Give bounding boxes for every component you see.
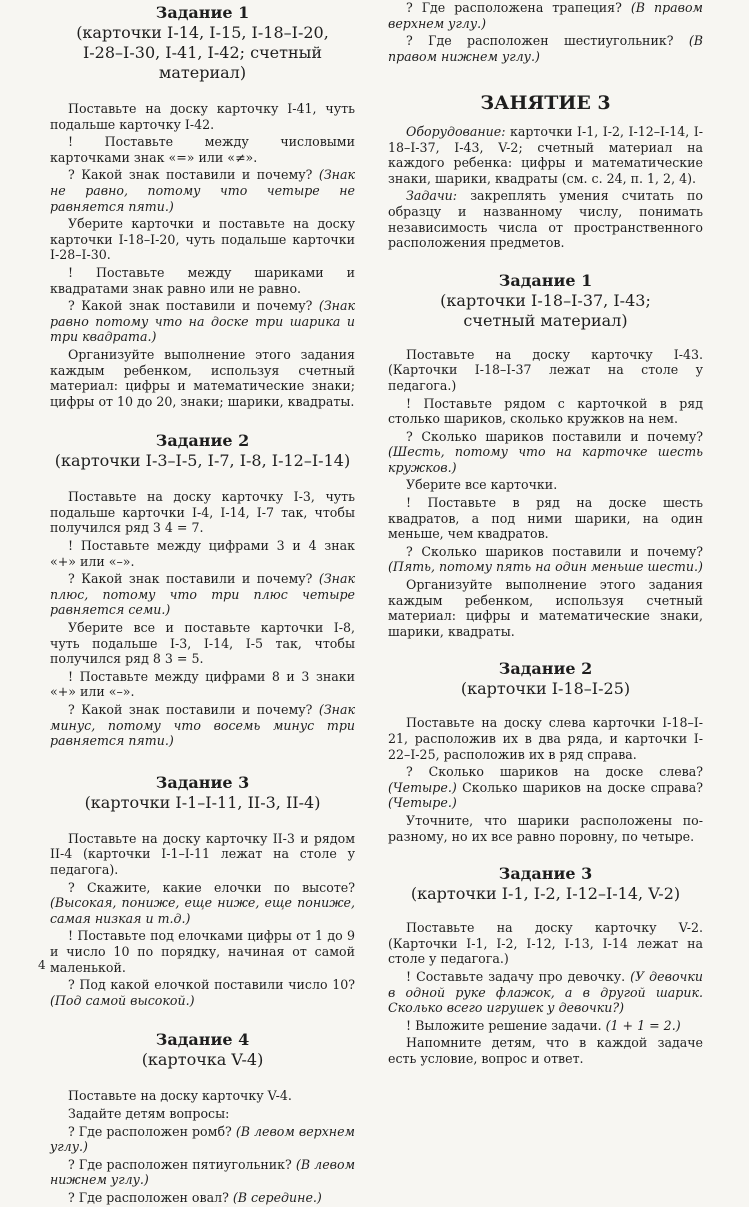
paragraph — [388, 764, 703, 811]
task1-subtitle-line1: (карточки I-14, I-15, I-18–I-20, — [76, 23, 329, 42]
paragraph — [50, 298, 355, 345]
paragraph: Уберите все карточки. — [406, 477, 558, 493]
question-text: ? Сколько шариков поставили и почему? — [406, 428, 703, 444]
task2-heading: Задание 2 — [498, 659, 593, 679]
question-text: ? Какой знак поставили и почему? — [68, 167, 319, 183]
answer-text: (В левом верхнем углу.) — [50, 1123, 356, 1155]
task1-subtitle-line2: счетный материал) — [463, 310, 628, 330]
paragraph: Поставьте на доску слева карточки I-18–I-21, расположив их в два ряда, и карточки I-22–I-25, расположив их в ряд справа. — [388, 715, 703, 762]
answer-text: (Четыре.) — [388, 779, 457, 795]
paragraph: ! Поставьте под елочками цифры от 1 до 9 и число 10 по порядку, начиная от самой маленькой. — [50, 928, 355, 975]
task2-subtitle: (карточки I-3–I-5, I-7, I-8, I-12–I-14) — [54, 451, 351, 471]
lesson-heading: ЗАНЯТИЕ 3 — [480, 92, 611, 115]
question-text: ? Где расположен ромб? — [68, 1123, 236, 1139]
paragraph: Поставьте на доску карточку I-43. (Карточки I-18–I-37 лежат на столе у педагога.) — [388, 346, 703, 393]
question-text: ? Где расположен пятиугольник? — [68, 1156, 296, 1172]
answer-text: (Высокая, пониже, еще ниже, еще пониже, самая низкая и т.д.) — [50, 895, 355, 926]
answer-text: (Под самой высокой.) — [50, 992, 195, 1008]
paragraph: Напомните детям, что в каждой задаче есть условие, вопрос и ответ. — [388, 1035, 703, 1066]
task1-subtitle-line2: I-28–I-30, I-41, I-42; счетный материал) — [82, 43, 323, 82]
tasks-text: закреплять умения считать по образцу и названному числу, понимать независимость числа от пространственного расположения предметов. — [388, 188, 703, 251]
paragraph: Организуйте выполнение этого задания каждым ребенком, используя счетный материал: цифры и математические знаки, шарики, квадраты. — [388, 577, 703, 639]
question-text: ? Где расположена трапеция? — [406, 0, 631, 15]
question-text: ? Какой знак поставили и почему? — [68, 298, 319, 314]
question-text: ? Где расположен овал? — [68, 1189, 233, 1205]
paragraph — [388, 0, 703, 31]
tasks-label: Задачи: — [406, 188, 458, 204]
task4-subtitle: (карточка V-4) — [141, 1050, 264, 1070]
paragraph — [388, 969, 703, 1016]
paragraph — [50, 702, 355, 749]
paragraph: Уберите все и поставьте карточки I-8, чуть подальше I-3, I-14, I-5 так, чтобы получился ряд 8 3 = 5. — [50, 620, 355, 667]
task3-heading: Задание 3 — [155, 772, 250, 792]
paragraph — [388, 544, 703, 575]
paragraph: Поставьте на доску карточку V-2. (Карточки I-1, I-2, I-12, I-13, I-14 лежат на столе у педагога.) — [388, 920, 703, 967]
tasks-paragraph — [388, 188, 703, 250]
paragraph: Поставьте на доску карточку I-41, чуть подальше карточку I-42. — [50, 101, 355, 132]
answer-text: (Знак плюс, потому что три плюс четыре равняется семи.) — [50, 571, 355, 618]
paragraph: Поставьте на доску карточку V-4. — [68, 1088, 292, 1104]
task1-heading: Задание 1 — [498, 270, 593, 290]
answer-text: (Знак минус, потому что восемь минус три равняется пяти.) — [50, 702, 355, 749]
answer-text: (Шесть, потому что на карточке шесть кружков.) — [388, 444, 703, 475]
task3-subtitle: (карточки I-1–I-11, II-3, II-4) — [84, 792, 321, 812]
paragraph: ! Поставьте рядом с карточкой в ряд столько шариков, сколько кружков на нем. — [388, 395, 703, 427]
paragraph: ! Поставьте между числовыми карточками знак «=» или «≠». — [50, 134, 355, 165]
answer-text: (В левом нижнем углу.) — [50, 1156, 356, 1188]
question-text: ! Составьте задачу про девочку. — [406, 968, 631, 984]
paragraph — [50, 1157, 355, 1188]
question-text: ? Скажите, какие елочки по высоте? — [68, 879, 355, 895]
page-number: 4 — [38, 958, 46, 972]
paragraph — [50, 571, 355, 618]
paragraph: Поставьте на доску карточку I-3, чуть подальше карточки I-4, I-14, I-7 так, чтобы получился ряд 3 4 = 7. — [50, 489, 355, 536]
answer-text: (1 + 1 = 2.) — [605, 1017, 681, 1033]
question-text: ! Выложите решение задачи. — [406, 1017, 606, 1033]
task2-heading: Задание 2 — [155, 431, 250, 451]
paragraph: ! Поставьте между цифрами 3 и 4 знак «+» или «–». — [50, 538, 355, 569]
paragraph: Уточните, что шарики расположены по-разному, но их все равно поровну, по четыре. — [388, 812, 703, 844]
question-text: ? Под какой елочкой поставили число 10? — [68, 977, 355, 993]
answer-text: (Четыре.) — [388, 795, 457, 811]
paragraph — [50, 977, 355, 1008]
paragraph: ! Поставьте между шариками и квадратами знак равно или не равно. — [50, 264, 355, 296]
question-text: Сколько шариков на доске справа? — [456, 779, 703, 795]
paragraph — [50, 1190, 355, 1206]
answer-text: (Знак равно потому что на доске три шарика и три квадрата.) — [50, 298, 355, 345]
answer-text: (В правом верхнем углу.) — [388, 0, 703, 31]
question-text: ? Какой знак поставили и почему? — [68, 571, 319, 587]
answer-text: (В правом нижнем углу.) — [388, 33, 703, 64]
task4-heading: Задание 4 — [155, 1030, 250, 1050]
task1-heading: Задание 1 — [155, 3, 250, 22]
left-column — [50, 0, 355, 1207]
paragraph — [388, 1018, 703, 1034]
equipment-paragraph — [388, 124, 703, 186]
answer-text: (В середине.) — [232, 1189, 322, 1205]
answer-text: (Знак не равно, потому что четыре не равняется пяти.) — [50, 167, 355, 214]
task3-heading: Задание 3 — [498, 864, 593, 884]
paragraph — [50, 1124, 355, 1155]
paragraph: ! Поставьте между цифрами 8 и 3 знаки «+» или «–». — [50, 668, 355, 700]
paragraph: Поставьте на доску карточку II-3 и рядом II-4 (карточки I-1–I-11 лежат на столе у педагога). — [50, 830, 355, 877]
paragraph — [50, 167, 355, 214]
equipment-text: карточки I-1, I-2, I-12–I-14, I-18–I-37, I-43, V-2; счетный материал на каждого ребенка: цифры и математические знаки, шарики, квадраты (см. с. 24, п. 1, 2, 4). — [388, 123, 703, 186]
paragraph: Организуйте выполнение этого задания каждым ребенком, используя счетный материал: цифры и математические знаки; цифры от 10 до 20, знаки; шарики, квадраты. — [50, 346, 355, 409]
paragraph: Уберите карточки и поставьте на доску карточки I-18–I-20, чуть подальше карточки I-28–I-30. — [50, 216, 355, 263]
right-column — [388, 0, 703, 1069]
task2-subtitle: (карточки I-18–I-25) — [460, 679, 631, 699]
question-text: ? Какой знак поставили и почему? — [68, 702, 319, 717]
paragraph — [388, 429, 703, 476]
question-text: ? Где расположен шестиугольник? — [406, 33, 689, 49]
question-text: ? Сколько шариков на доске слева? — [406, 764, 703, 780]
task1-subtitle-line1: (карточки I-18–I-37, I-43; — [440, 290, 651, 310]
paragraph: Задайте детям вопросы: — [68, 1105, 230, 1121]
answer-text: (У девочки в одной руке флажок, а в другой шарик. Сколько всего игрушек у девочки?) — [388, 968, 703, 1016]
paragraph — [388, 33, 703, 64]
paragraph — [50, 880, 355, 927]
question-text: ? Сколько шариков поставили и почему? — [406, 543, 703, 559]
equipment-label: Оборудование: — [406, 123, 506, 139]
task3-subtitle: (карточки I-1, I-2, I-12–I-14, V-2) — [410, 884, 681, 904]
answer-text: (Пять, потому пять на один меньше шести.) — [388, 559, 703, 575]
paragraph: ! Поставьте в ряд на доске шесть квадратов, а под ними шарики, на один меньше, чем квадратов. — [388, 495, 703, 542]
